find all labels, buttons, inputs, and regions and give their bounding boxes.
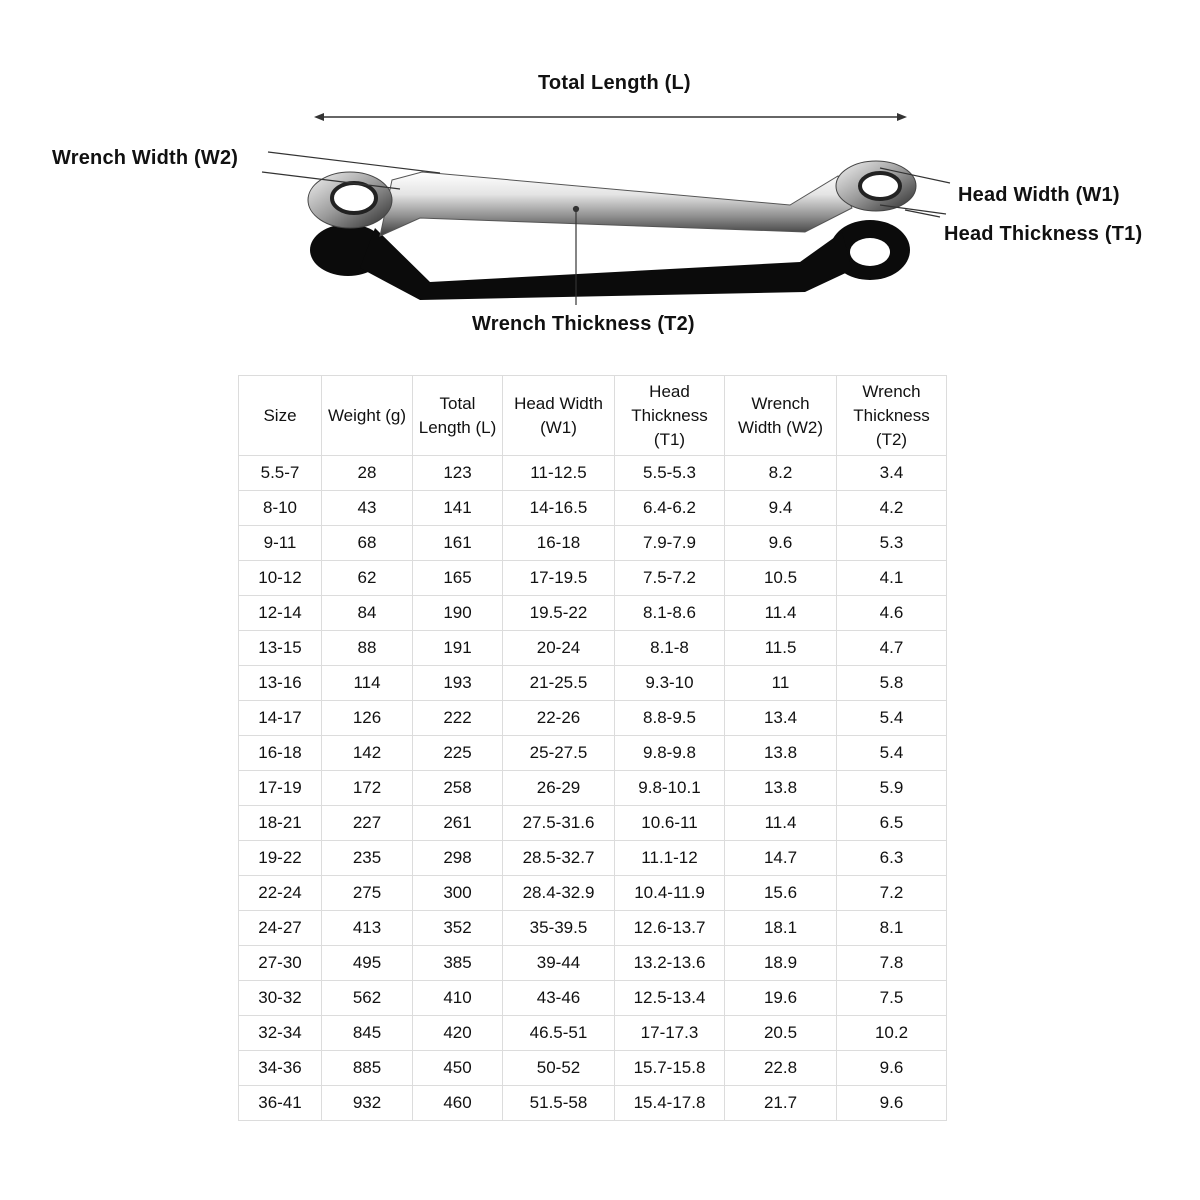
table-cell: 495 (322, 946, 413, 981)
table-cell: 28.5-32.7 (503, 841, 615, 876)
table-cell: 191 (413, 631, 503, 666)
table-cell: 10.4-11.9 (615, 876, 725, 911)
table-cell: 8.2 (725, 456, 837, 491)
table-cell: 275 (322, 876, 413, 911)
table-cell: 165 (413, 561, 503, 596)
table-cell: 261 (413, 806, 503, 841)
table-cell: 126 (322, 701, 413, 736)
table-cell: 21-25.5 (503, 666, 615, 701)
table-cell: 9.6 (725, 526, 837, 561)
table-cell: 9.6 (837, 1051, 947, 1086)
wrench-diagram (0, 0, 1200, 350)
table-cell: 50-52 (503, 1051, 615, 1086)
table-cell: 4.1 (837, 561, 947, 596)
table-cell: 62 (322, 561, 413, 596)
table-cell: 5.9 (837, 771, 947, 806)
table-cell: 5.5-5.3 (615, 456, 725, 491)
table-cell: 8-10 (239, 491, 322, 526)
header-cell-head-thickness (615, 376, 725, 456)
table-row (239, 666, 947, 701)
table-cell: 5.5-7 (239, 456, 322, 491)
table-cell: 11.1-12 (615, 841, 725, 876)
table-cell: 28 (322, 456, 413, 491)
table-cell: 352 (413, 911, 503, 946)
table-row (239, 1016, 947, 1051)
table-row (239, 1051, 947, 1086)
wrench-thickness-label: Wrench Thickness (T2) (472, 313, 695, 335)
table-cell: 9.8-9.8 (615, 736, 725, 771)
table-row (239, 526, 947, 561)
table-cell: 13.4 (725, 701, 837, 736)
table-cell: 298 (413, 841, 503, 876)
table-cell: 17-17.3 (615, 1016, 725, 1051)
table-cell: 190 (413, 596, 503, 631)
table-cell: 7.5 (837, 981, 947, 1016)
total-length-label: Total Length (L) (538, 72, 691, 94)
table-cell: 11 (725, 666, 837, 701)
header-cell-size (239, 376, 322, 456)
table-cell: 300 (413, 876, 503, 911)
table-cell: 15.6 (725, 876, 837, 911)
table-row (239, 876, 947, 911)
table-cell: 43 (322, 491, 413, 526)
table-cell: 25-27.5 (503, 736, 615, 771)
table-cell: 6.4-6.2 (615, 491, 725, 526)
table-cell: 16-18 (239, 736, 322, 771)
spec-table (238, 375, 947, 1121)
table-cell: 172 (322, 771, 413, 806)
table-cell: 18-21 (239, 806, 322, 841)
table-cell: 8.1-8.6 (615, 596, 725, 631)
table-cell: 11-12.5 (503, 456, 615, 491)
table-row (239, 701, 947, 736)
table-cell: 12.5-13.4 (615, 981, 725, 1016)
table-cell: 222 (413, 701, 503, 736)
header-text: Total Length (L) (418, 393, 497, 437)
table-cell: 3.4 (837, 456, 947, 491)
table-cell: 8.1-8 (615, 631, 725, 666)
table-cell: 14-16.5 (503, 491, 615, 526)
table-cell: 6.3 (837, 841, 947, 876)
table-cell: 227 (322, 806, 413, 841)
table-row (239, 456, 947, 491)
table-cell: 17-19 (239, 771, 322, 806)
table-cell: 7.9-7.9 (615, 526, 725, 561)
table-cell: 9.3-10 (615, 666, 725, 701)
table-cell: 15.4-17.8 (615, 1086, 725, 1121)
table-header (239, 376, 947, 456)
table-cell: 36-41 (239, 1086, 322, 1121)
table-cell: 22-24 (239, 876, 322, 911)
table-cell: 7.2 (837, 876, 947, 911)
header-text: Head Width (W1) (514, 393, 603, 437)
header-cell-wrench-width (725, 376, 837, 456)
table-cell: 420 (413, 1016, 503, 1051)
table-cell: 15.7-15.8 (615, 1051, 725, 1086)
table-cell: 5.3 (837, 526, 947, 561)
table-row (239, 491, 947, 526)
table-cell: 225 (413, 736, 503, 771)
table-row (239, 631, 947, 666)
table-row (239, 841, 947, 876)
table-row (239, 596, 947, 631)
table-cell: 4.6 (837, 596, 947, 631)
table-cell: 161 (413, 526, 503, 561)
table-cell: 413 (322, 911, 413, 946)
header-text: Size (263, 405, 297, 425)
table-cell: 22-26 (503, 701, 615, 736)
table-cell: 13-16 (239, 666, 322, 701)
table-row (239, 946, 947, 981)
table-cell: 5.4 (837, 736, 947, 771)
table-cell: 5.8 (837, 666, 947, 701)
table-cell: 385 (413, 946, 503, 981)
header-cell-wrench-thickness (837, 376, 947, 456)
table-cell: 932 (322, 1086, 413, 1121)
table-cell: 13.2-13.6 (615, 946, 725, 981)
wrench-width-label: Wrench Width (W2) (52, 147, 239, 169)
table-cell: 450 (413, 1051, 503, 1086)
table-cell: 9.6 (837, 1086, 947, 1121)
table-cell: 28.4-32.9 (503, 876, 615, 911)
table-cell: 14-17 (239, 701, 322, 736)
table-cell: 10-12 (239, 561, 322, 596)
header-text: Wrench Thickness (T2) (853, 381, 930, 449)
table-cell: 13.8 (725, 736, 837, 771)
table-cell: 17-19.5 (503, 561, 615, 596)
table-cell: 34-36 (239, 1051, 322, 1086)
total-length-arrow (314, 113, 907, 121)
header-row (239, 376, 947, 456)
table-cell: 7.8 (837, 946, 947, 981)
table-cell: 193 (413, 666, 503, 701)
table-cell: 410 (413, 981, 503, 1016)
head-width-label: Head Width (W1) (958, 184, 1120, 206)
table-cell: 26-29 (503, 771, 615, 806)
table-cell: 12-14 (239, 596, 322, 631)
table-cell: 9.8-10.1 (615, 771, 725, 806)
table-cell: 22.8 (725, 1051, 837, 1086)
table-cell: 4.2 (837, 491, 947, 526)
table-cell: 6.5 (837, 806, 947, 841)
table-cell: 845 (322, 1016, 413, 1051)
table-cell: 51.5-58 (503, 1086, 615, 1121)
header-text: Weight (g) (327, 405, 407, 425)
table-cell: 35-39.5 (503, 911, 615, 946)
table-row (239, 1086, 947, 1121)
table-cell: 4.7 (837, 631, 947, 666)
table-cell: 30-32 (239, 981, 322, 1016)
table-cell: 20.5 (725, 1016, 837, 1051)
header-cell-total-length (413, 376, 503, 456)
table-cell: 9.4 (725, 491, 837, 526)
table-cell: 10.5 (725, 561, 837, 596)
header-text: Wrench Width (W2) (738, 393, 823, 437)
table-cell: 27-30 (239, 946, 322, 981)
table-cell: 13-15 (239, 631, 322, 666)
head-thickness-label: Head Thickness (T1) (944, 223, 1143, 245)
table-row (239, 911, 947, 946)
table-cell: 8.8-9.5 (615, 701, 725, 736)
header-text: Head Thickness (T1) (631, 381, 708, 449)
table-cell: 19.6 (725, 981, 837, 1016)
table-cell: 18.9 (725, 946, 837, 981)
table-cell: 11.5 (725, 631, 837, 666)
table-cell: 84 (322, 596, 413, 631)
table-cell: 11.4 (725, 806, 837, 841)
table-cell: 10.6-11 (615, 806, 725, 841)
table-cell: 562 (322, 981, 413, 1016)
table-cell: 9-11 (239, 526, 322, 561)
table-cell: 460 (413, 1086, 503, 1121)
wrench (308, 161, 916, 236)
table-cell: 14.7 (725, 841, 837, 876)
table-cell: 24-27 (239, 911, 322, 946)
table-cell: 123 (413, 456, 503, 491)
table-cell: 27.5-31.6 (503, 806, 615, 841)
header-cell-weight (322, 376, 413, 456)
table-cell: 885 (322, 1051, 413, 1086)
table-cell: 5.4 (837, 701, 947, 736)
table-cell: 39-44 (503, 946, 615, 981)
table-cell: 258 (413, 771, 503, 806)
wrench-shadow (310, 220, 910, 300)
table-cell: 88 (322, 631, 413, 666)
table-cell: 8.1 (837, 911, 947, 946)
table-cell: 235 (322, 841, 413, 876)
table-cell: 68 (322, 526, 413, 561)
table-row (239, 736, 947, 771)
table-row (239, 806, 947, 841)
table-cell: 7.5-7.2 (615, 561, 725, 596)
table-cell: 19.5-22 (503, 596, 615, 631)
table-body (239, 456, 947, 1121)
table-cell: 16-18 (503, 526, 615, 561)
table-cell: 43-46 (503, 981, 615, 1016)
table-cell: 11.4 (725, 596, 837, 631)
table-cell: 18.1 (725, 911, 837, 946)
table-cell: 21.7 (725, 1086, 837, 1121)
table-row (239, 981, 947, 1016)
table-cell: 13.8 (725, 771, 837, 806)
table-cell: 10.2 (837, 1016, 947, 1051)
table-cell: 141 (413, 491, 503, 526)
table-row (239, 771, 947, 806)
table-cell: 19-22 (239, 841, 322, 876)
header-cell-head-width (503, 376, 615, 456)
table-cell: 20-24 (503, 631, 615, 666)
table-cell: 142 (322, 736, 413, 771)
table-cell: 46.5-51 (503, 1016, 615, 1051)
table-cell: 32-34 (239, 1016, 322, 1051)
table-cell: 12.6-13.7 (615, 911, 725, 946)
table-cell: 114 (322, 666, 413, 701)
table-row (239, 561, 947, 596)
